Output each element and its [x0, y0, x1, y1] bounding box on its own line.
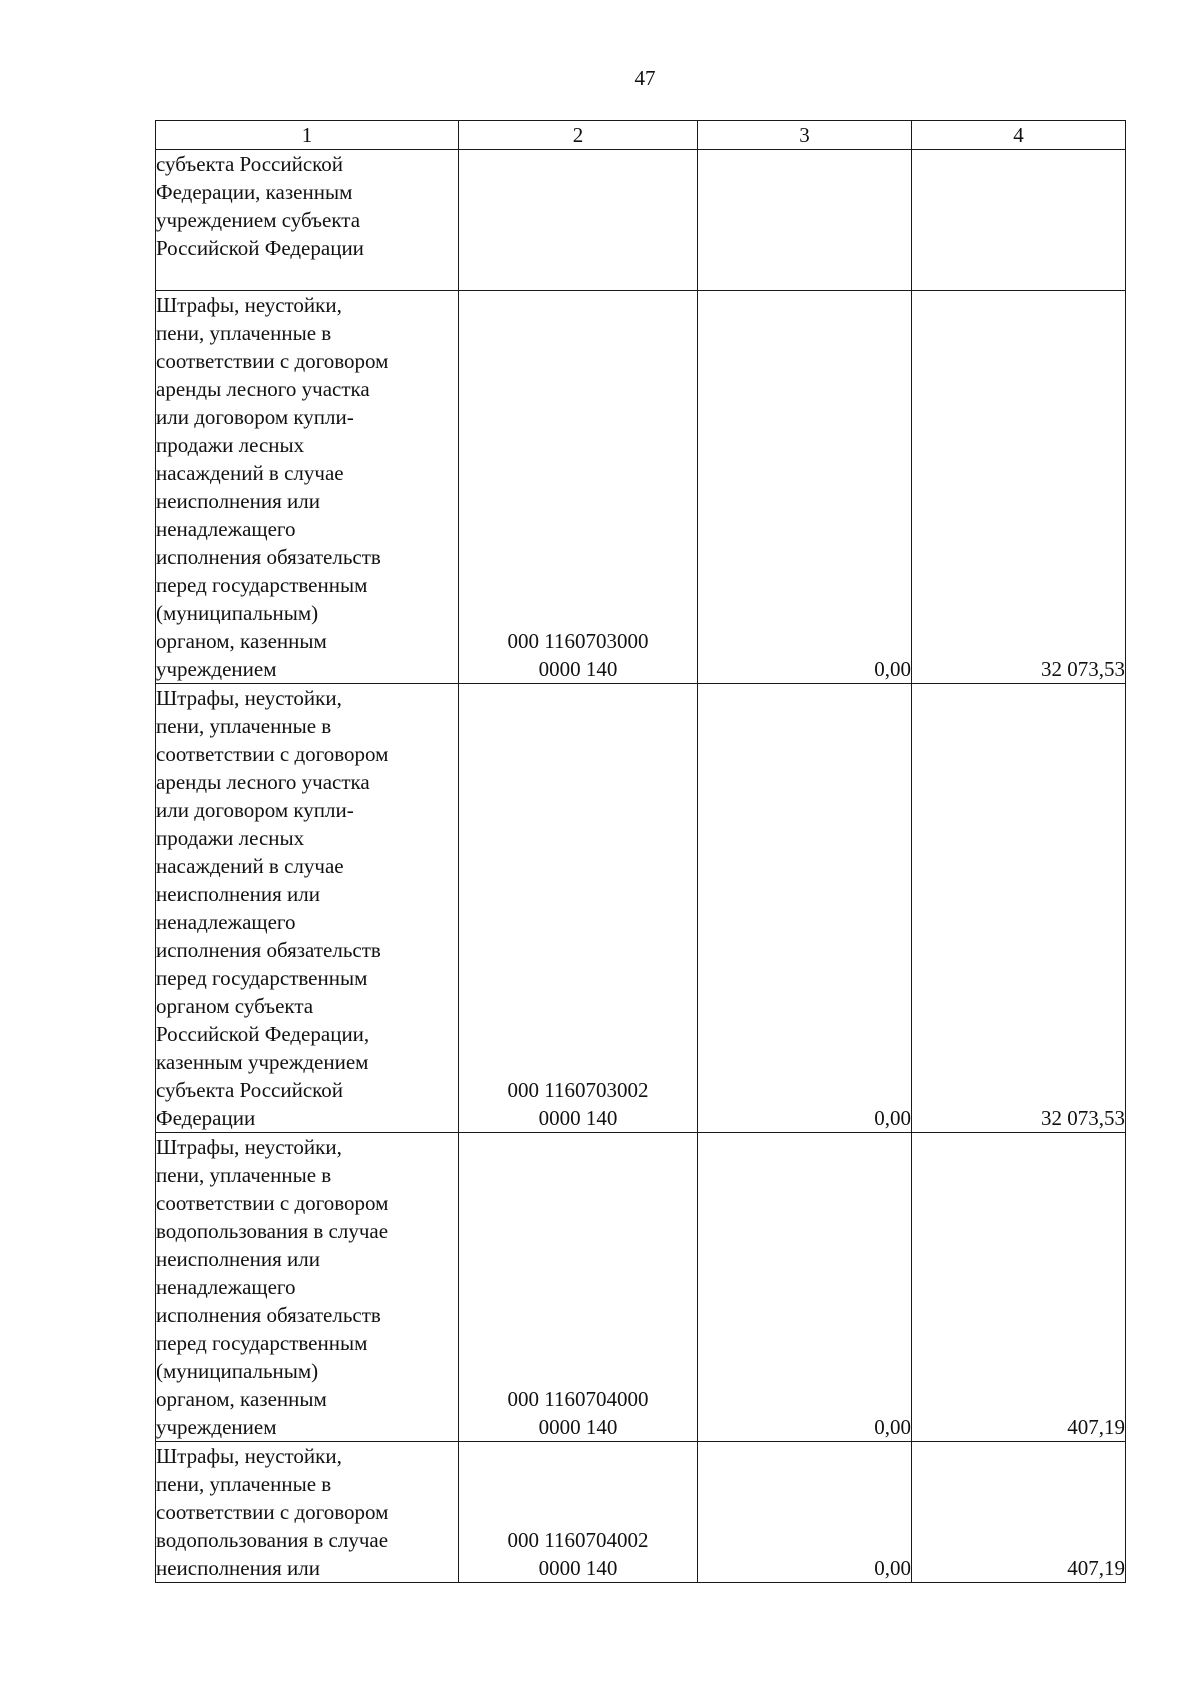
row-col3-cell: 0,00 — [698, 291, 912, 684]
row-name-cell: Штрафы, неустойки, пени, уплаченные в соответствии с договором аренды лесного участка или договором купли- продажи лесных насаждений в случае неисполнения или ненадлежащего исполнения обязательств перед государственным (муниципальным) органом, казенным учреждением — [156, 291, 459, 684]
header-row — [156, 121, 1126, 150]
header-col-4: 4 — [912, 121, 1126, 150]
header-col-2: 2 — [459, 121, 698, 150]
row-col3-cell: 0,00 — [698, 1442, 912, 1583]
row-name-cell: Штрафы, неустойки, пени, уплаченные в соответствии с договором аренды лесного участка или договором купли- продажи лесных насаждений в случае неисполнения или ненадлежащего исполнения обязательств перед государственным органом субъекта Российской Федерации, казенным учреждением субъекта Российской Федерации — [156, 684, 459, 1133]
budget-table — [155, 120, 1126, 1583]
row-code-cell — [459, 150, 698, 291]
table-row — [156, 1442, 1126, 1583]
table-body — [156, 150, 1126, 1583]
table-header — [156, 121, 1126, 150]
table-row — [156, 150, 1126, 291]
row-col3-cell — [698, 150, 912, 291]
row-code-cell: 000 1160704000 0000 140 — [459, 1133, 698, 1442]
row-name-cell: Штрафы, неустойки, пени, уплаченные в соответствии с договором водопользования в случае неисполнения или — [156, 1442, 459, 1583]
row-col4-cell: 32 073,53 — [912, 291, 1126, 684]
row-name-cell: субъекта Российской Федерации, казенным учреждением субъекта Российской Федерации — [156, 150, 459, 291]
row-col4-cell — [912, 150, 1126, 291]
row-code-cell: 000 1160704002 0000 140 — [459, 1442, 698, 1583]
table-row — [156, 684, 1126, 1133]
header-col-3: 3 — [698, 121, 912, 150]
row-col4-cell: 407,19 — [912, 1442, 1126, 1583]
table-row — [156, 291, 1126, 684]
row-col3-cell: 0,00 — [698, 684, 912, 1133]
row-col4-cell: 407,19 — [912, 1133, 1126, 1442]
table-row — [156, 1133, 1126, 1442]
row-col3-cell: 0,00 — [698, 1133, 912, 1442]
row-col4-cell: 32 073,53 — [912, 684, 1126, 1133]
page-number: 47 — [634, 66, 656, 90]
row-name-cell: Штрафы, неустойки, пени, уплаченные в соответствии с договором водопользования в случае неисполнения или ненадлежащего исполнения обязательств перед государственным (муниципальным) органом, казенным учреждением — [156, 1133, 459, 1442]
row-code-cell: 000 1160703000 0000 140 — [459, 291, 698, 684]
row-code-cell: 000 1160703002 0000 140 — [459, 684, 698, 1133]
header-col-1: 1 — [156, 121, 459, 150]
